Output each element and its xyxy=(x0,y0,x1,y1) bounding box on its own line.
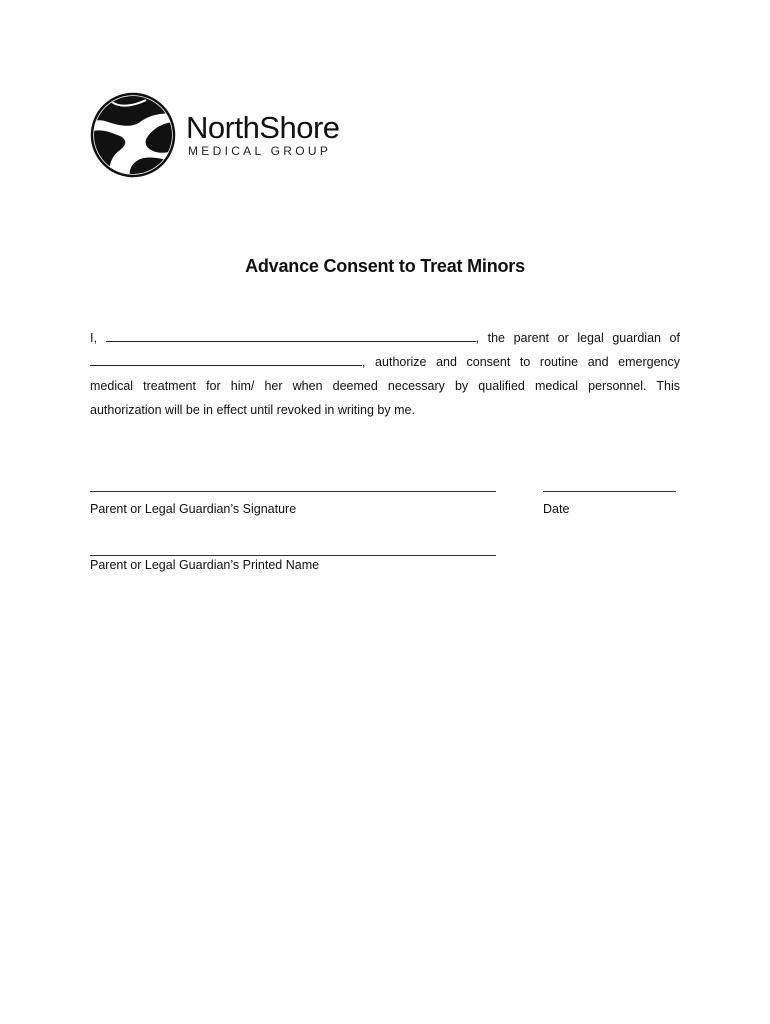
northshore-river-logo-icon xyxy=(90,92,176,178)
guardian-signature-line[interactable] xyxy=(90,491,496,492)
printed-name-line[interactable] xyxy=(90,555,496,556)
consent-line-2 xyxy=(90,350,680,374)
northshore-logo xyxy=(90,92,380,182)
consent-line-2-suffix: , authorize and consent to routine and emergency xyxy=(362,355,680,369)
minor-name-blank[interactable] xyxy=(90,354,362,366)
consent-paragraph xyxy=(90,326,680,422)
consent-line-1-suffix: , the parent or legal guardian of xyxy=(475,331,680,345)
consent-line-4: authorization will be in effect until revoked in writing by me. xyxy=(90,403,415,417)
consent-line-3: medical treatment for him/ her when deemed necessary by qualified medical personnel. This xyxy=(90,379,680,393)
date-line[interactable] xyxy=(543,491,676,492)
brand-subtitle: MEDICAL GROUP xyxy=(188,144,332,158)
brand-name: NorthShore xyxy=(186,110,340,145)
consent-prefix: I, xyxy=(90,331,97,345)
guardian-signature-label: Parent or Legal Guardian’s Signature xyxy=(90,502,297,516)
document-title: Advance Consent to Treat Minors xyxy=(245,256,525,276)
date-label: Date xyxy=(543,502,570,516)
guardian-name-blank[interactable] xyxy=(106,330,476,342)
printed-name-label: Parent or Legal Guardian’s Printed Name xyxy=(90,558,320,572)
consent-line-1 xyxy=(90,326,680,350)
